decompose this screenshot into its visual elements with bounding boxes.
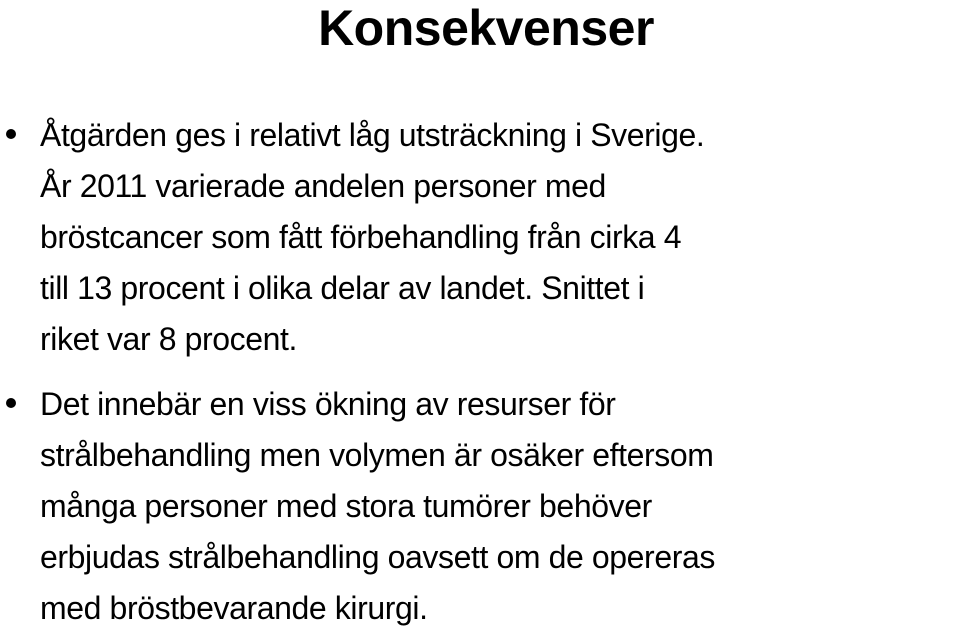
bullet-point-icon: [6, 398, 16, 408]
bullet-text-line: många personer med stora tumörer behöver: [40, 488, 652, 524]
bullet-text-line: År 2011 varierade andelen personer med: [40, 168, 606, 204]
bullet-text-line: Åtgärden ges i relativt låg utsträckning i Sverige.: [40, 117, 705, 153]
bullet-text-line: erbjudas strålbehandling oavsett om de opereras: [40, 539, 715, 575]
bullet-text-line: strålbehandling men volymen är osäker eftersom: [40, 437, 714, 473]
bullet-text-line: riket var 8 procent.: [40, 321, 298, 357]
bullet-text-line: med bröstbevarande kirurgi.: [40, 590, 428, 626]
bullet-item-2: [0, 379, 960, 634]
bullet-text-line: bröstcancer som fått förbehandling från cirka 4: [40, 219, 682, 255]
bullet-text-line: Det innebär en viss ökning av resurser för: [40, 386, 616, 422]
slide-title: Konsekvenser: [318, 0, 654, 56]
bullet-point-icon: [6, 129, 16, 139]
bullet-item-1: [0, 110, 960, 365]
bullet-list: [0, 110, 960, 634]
bullet-text-line: till 13 procent i olika delar av landet. Snittet i: [40, 270, 645, 306]
